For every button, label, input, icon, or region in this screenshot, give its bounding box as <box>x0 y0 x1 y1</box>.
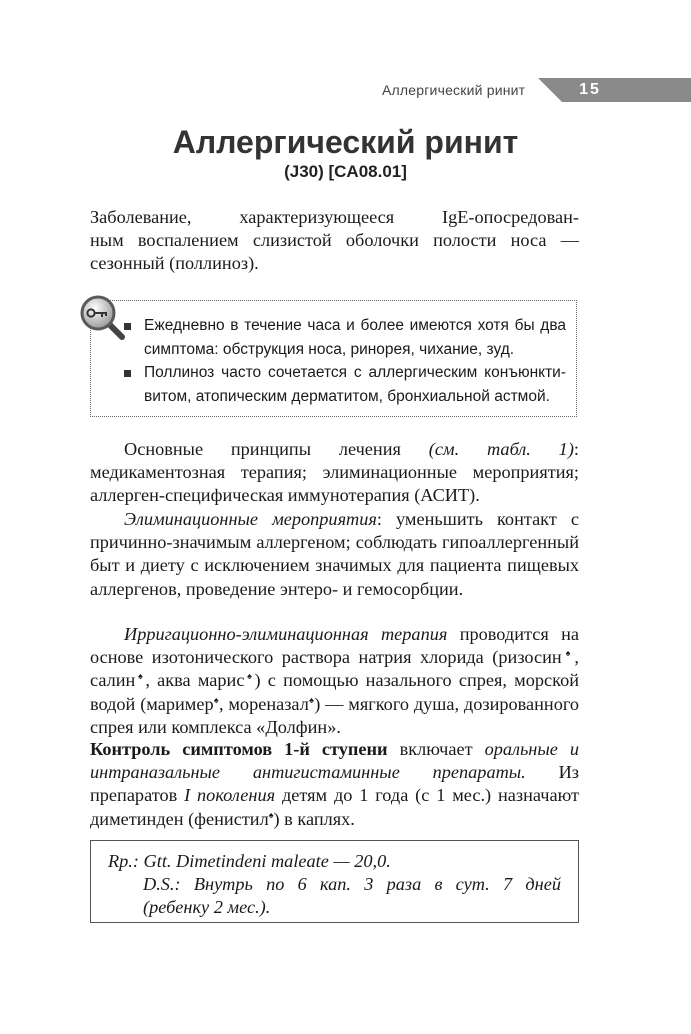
prescription-line-3: (ребенку 2 мес.). <box>143 897 271 917</box>
irrigation-text: , аква марис <box>145 670 245 691</box>
control-paragraph <box>90 738 579 831</box>
elimination-term: Элиминационные мероприятия <box>124 509 377 529</box>
irrigation-text: проводится на основе изотонического раствора натрия хлорида (ризосин <box>90 624 579 668</box>
key-magnifier-icon <box>78 293 126 341</box>
key-note-item <box>122 361 566 408</box>
intro-line-1: Заболевание, характеризующееся IgE-опосредован- <box>90 207 579 227</box>
trademark-spade-icon: ♠ <box>213 694 219 705</box>
elimination-text: : уменьшить контакт с причинно-значимым аллергеном; соблюдать гипоаллергенный быт и диету с исключением значимых для пациента пищевых аллергенов, проведение энтеро- и гемосорбции. <box>90 509 579 599</box>
intro-paragraph <box>90 206 579 276</box>
control-text: ) в каплях. <box>273 808 355 829</box>
page-number: 15 <box>579 81 601 98</box>
page-number-tab <box>538 78 691 102</box>
irrigation-text: , салин <box>90 647 579 691</box>
irrigation-text: ) с помощью назального спрея, морской водой (маример <box>90 670 580 714</box>
generation-term: I поколения <box>184 785 276 806</box>
prescription-line-1: Rp.: Gtt. Dimetindeni maleate — 20,0. <box>108 851 391 871</box>
irrigation-term: Ирригационно-элиминационная терапия <box>124 624 448 644</box>
trademark-spade-icon: ♠ <box>244 671 255 682</box>
key-note-text: Поллиноз часто сочетается с аллергическим конъюнкти-витом, атопическим дерматитом, бронхиальной астмой. <box>144 364 566 405</box>
irrigation-text: ) — мягкого душа, дозированного спрея или комплекса «Долфин». <box>90 693 580 737</box>
principles-text: : медикаментозная терапия; элиминационные мероприятия; аллерген-специфическая иммунотерапия (АСИТ). <box>90 439 579 506</box>
irrigation-paragraph <box>90 623 579 739</box>
control-text: Из препаратов <box>90 762 579 806</box>
trademark-spade-icon: ♠ <box>308 694 315 705</box>
square-bullet-icon <box>124 323 131 330</box>
trademark-spade-icon: ♠ <box>268 809 274 820</box>
control-text: детям до 1 года (с 1 мес.) назначают диметинден (фенистил <box>90 785 579 829</box>
elimination-paragraph <box>90 508 579 601</box>
irrigation-text: , мореназал <box>218 693 309 714</box>
intro-line-2: ным воспалением слизистой оболочки полости носа — <box>90 230 579 251</box>
trademark-spade-icon: ♠ <box>561 648 575 659</box>
square-bullet-icon <box>124 370 131 377</box>
key-note-text: Ежедневно в течение часа и более имеются хотя бы два симптома: обструкция носа, ринорея, чихание, зуд. <box>144 317 566 358</box>
control-heading: Контроль симптомов 1-й ступени <box>90 739 388 759</box>
key-note-list <box>122 314 566 408</box>
antihistamine-term: оральные и интраназальные антигистаминные препараты. <box>90 739 580 783</box>
table-reference: (см. табл. 1) <box>428 439 574 459</box>
control-text: включает <box>387 739 485 759</box>
principles-paragraph <box>90 438 579 508</box>
intro-line-3: сезонный (поллиноз). <box>90 253 259 274</box>
running-title: Аллергический ринит <box>382 82 526 98</box>
trademark-spade-icon: ♠ <box>135 671 146 682</box>
principles-lead: Основные принципы лечения <box>124 439 401 459</box>
disease-codes: (J30) [CA08.01] <box>284 162 407 181</box>
page-title: Аллергический ринит <box>172 124 519 160</box>
prescription-line-2: D.S.: Внутрь по 6 кап. 3 раза в сут. 7 дней <box>143 874 561 894</box>
key-note-item <box>122 314 566 361</box>
